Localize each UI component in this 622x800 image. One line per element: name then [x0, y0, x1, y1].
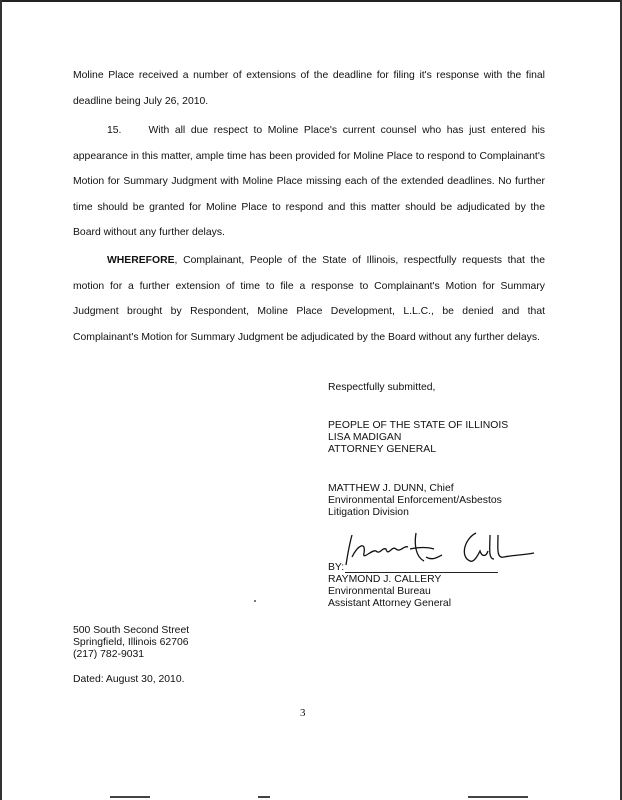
org-line: ATTORNEY GENERAL	[328, 444, 436, 456]
chief-line: Environmental Enforcement/Asbestos	[328, 495, 502, 507]
signer-line: Assistant Attorney General	[328, 598, 452, 610]
paragraph-text: Moline Place received a number of extensions of the deadline for filing it's response with the final deadline being July 26, 2010.	[73, 70, 545, 107]
paragraph-15	[73, 118, 545, 246]
address-line: 500 South Second Street	[73, 625, 190, 636]
by-label: BY:	[328, 562, 345, 573]
address-line: Springfield, Illinois 62706	[73, 637, 189, 649]
scan-artifact	[110, 796, 150, 798]
scan-artifact	[258, 796, 270, 798]
wherefore-keyword: WHEREFORE	[107, 255, 175, 266]
signature-line	[345, 572, 498, 573]
chief-line: MATTHEW J. DUNN, Chief	[328, 483, 454, 494]
paragraph-continuation	[73, 63, 545, 114]
address-block	[73, 625, 189, 662]
scan-speck	[254, 600, 256, 602]
scan-border-left	[0, 0, 2, 800]
wherefore-paragraph	[73, 248, 545, 350]
scan-artifact	[468, 796, 528, 798]
org-line: LISA MADIGAN	[328, 432, 402, 444]
signature-org-block	[328, 420, 508, 457]
paragraph-text: , Complainant, People of the State of Illinois, respectfully requests that the motion for a further extension of time to file a response to Complainant's Motion for Summary Judgment brought by Respondent, Moline Place Development, L.L.C., be denied and that Complainant's Motion for Summary Judgment be adjudicated by the Board without any further delays.	[73, 255, 545, 343]
signer-line: Environmental Bureau	[328, 586, 431, 598]
chief-line: Litigation Division	[328, 507, 409, 519]
paragraph-text: With all due respect to Moline Place's current counsel who has just entered his appearance in this matter, ample time has been provided for Moline Place to respond to Complainant's Motion for Summary Judgment with Moline Place missing each of the extended deadlines. No further time should be granted for Moline Place to respond and this matter should be adjudicated by the Board without any further delays.	[73, 125, 545, 239]
handwritten-signature	[338, 527, 538, 572]
chief-block	[328, 483, 502, 520]
address-line: (217) 782-9031	[73, 649, 145, 661]
signer-name: RAYMOND J. CALLERY	[328, 574, 442, 585]
closing-text: Respectfully submitted,	[328, 382, 436, 393]
org-line: PEOPLE OF THE STATE OF ILLINOIS	[328, 420, 509, 431]
scan-border-top	[0, 0, 622, 2]
paragraph-number: 15.	[107, 125, 122, 136]
signer-block	[328, 574, 451, 611]
dated-line: Dated: August 30, 2010.	[73, 674, 185, 685]
page-number: 3	[300, 707, 306, 719]
